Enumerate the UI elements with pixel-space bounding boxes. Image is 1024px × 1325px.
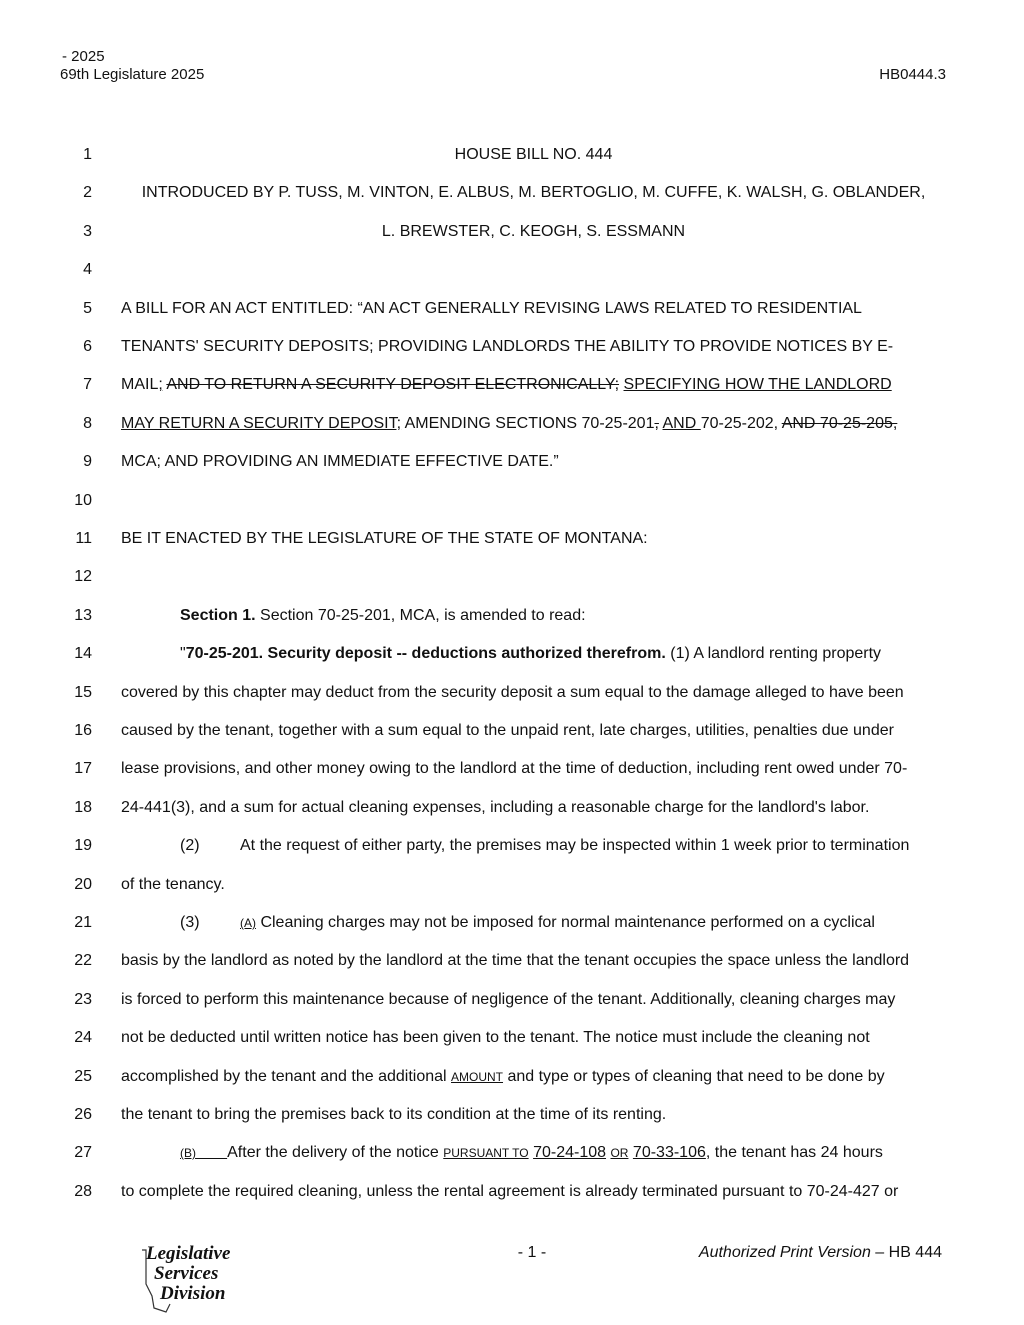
text-run: MCA; AND PROVIDING AN IMMEDIATE EFFECTIVE DATE.” [121, 453, 559, 470]
text-run: MAIL [121, 376, 159, 393]
stricken-text: AND 70-25-205, [781, 415, 898, 432]
text-run: AMENDING SECTIONS 70-25-201 [401, 415, 655, 432]
line-text [121, 988, 946, 1012]
text-run: BE IT ENACTED BY THE LEGISLATURE OF THE STATE OF MONTANA: [121, 530, 648, 547]
bill-line [0, 834, 1024, 858]
header-legislature: 69th Legislature 2025 [60, 66, 205, 83]
line-number: 5 [83, 300, 92, 317]
line-number: 1 [83, 146, 92, 163]
text-run: to complete the required cleaning, unless the rental agreement is already terminated pursuant to 70-24-427 or [121, 1183, 899, 1200]
line-number: 14 [74, 645, 92, 662]
line-number: 9 [83, 453, 92, 470]
stricken-text: , [654, 415, 659, 432]
line-text [121, 220, 946, 244]
line-number: 6 [83, 338, 92, 355]
text-run: HOUSE BILL NO. 444 [454, 146, 613, 163]
bold-heading-text: 70-25-201. Security deposit -- deductions authorized therefrom. [185, 645, 666, 662]
line-number: 10 [74, 492, 92, 509]
line-text [121, 796, 946, 820]
line-number: 21 [74, 914, 92, 931]
bill-line [0, 1065, 1024, 1089]
bill-line [0, 143, 1024, 167]
line-text [121, 1103, 946, 1127]
text-run: the tenant to bring the premises back to its condition at the time of its renting. [121, 1106, 667, 1123]
bill-line [0, 796, 1024, 820]
bill-line [0, 1103, 1024, 1127]
bill-line [0, 412, 1024, 436]
inserted-text: 70-33-106 [632, 1144, 706, 1161]
line-text [121, 1180, 946, 1204]
inserted-text: 70-24-108 [533, 1144, 607, 1161]
text-run: (1) A landlord renting property [665, 645, 882, 662]
line-number: 28 [74, 1183, 92, 1200]
bill-line [0, 1026, 1024, 1050]
line-text [121, 527, 946, 551]
line-number: 24 [74, 1029, 92, 1046]
page-number: - 1 - [517, 1244, 547, 1261]
bill-line [0, 258, 1024, 282]
subsection-number: (2) [180, 837, 200, 854]
text-run: INTRODUCED BY P. TUSS, M. VINTON, E. ALBUS, M. BERTOGLIO, M. CUFFE, K. WALSH, G. OBLANDER, [141, 184, 926, 201]
line-number: 23 [74, 991, 92, 1008]
stricken-text: AND TO RETURN A SECURITY DEPOSIT ELECTRONICALLY; [166, 376, 620, 393]
text-run: A BILL FOR AN ACT ENTITLED: “AN ACT GENERALLY REVISING LAWS RELATED TO RESIDENTIAL [121, 300, 862, 317]
inserted-text: ; [158, 376, 163, 393]
inserted-smallcaps-text: (B) [180, 1146, 196, 1160]
bill-line [0, 911, 1024, 935]
inserted-smallcaps-text: (A) [240, 916, 256, 930]
line-number: 19 [74, 837, 92, 854]
bill-line [0, 527, 1024, 551]
text-run: lease provisions, and other money owing to the landlord at the time of deduction, including rent owed under 70- [121, 760, 908, 777]
bill-line [0, 873, 1024, 897]
inserted-text [196, 1144, 227, 1161]
text-run: After the delivery of the notice [227, 1144, 444, 1161]
inserted-smallcaps-text: OR [610, 1146, 629, 1160]
line-text [180, 834, 946, 858]
logo-line-1: Legislative [146, 1243, 231, 1264]
line-text [121, 412, 946, 436]
header-bill-code: HB0444.3 [879, 66, 946, 83]
bill-line [0, 681, 1024, 705]
bill-line [0, 335, 1024, 359]
authorized-label: Authorized Print Version [698, 1244, 871, 1261]
line-text [121, 335, 946, 359]
line-number: 4 [83, 261, 92, 278]
text-run: , the tenant has 24 hours [705, 1144, 883, 1161]
authorized-print-version [699, 1244, 942, 1262]
line-number: 20 [74, 876, 92, 893]
line-text [121, 1026, 946, 1050]
bill-line [0, 642, 1024, 666]
line-number: 3 [83, 223, 92, 240]
line-text [180, 642, 946, 666]
text-run: L. BREWSTER, C. KEOGH, S. ESSMANN [381, 223, 686, 240]
text-run: Cleaning charges may not be imposed for normal maintenance performed on a cyclical [256, 914, 875, 931]
text-run: Section 70-25-201, MCA, is amended to read: [255, 607, 586, 624]
line-text [121, 373, 946, 397]
bill-line [0, 181, 1024, 205]
line-text [180, 1141, 946, 1165]
line-number: 25 [74, 1068, 92, 1085]
line-number: 11 [75, 530, 92, 547]
logo-line-2: Services [154, 1263, 219, 1284]
line-number: 17 [74, 760, 92, 777]
line-number: 12 [74, 568, 92, 585]
line-text [121, 757, 946, 781]
line-number: 13 [74, 607, 92, 624]
bill-line [0, 757, 1024, 781]
line-text [121, 143, 946, 167]
bill-line [0, 450, 1024, 474]
bill-line [0, 949, 1024, 973]
line-number: 18 [74, 799, 92, 816]
bill-line [0, 719, 1024, 743]
text-run: At the request of either party, the premises may be inspected within 1 week prior to termination [240, 837, 910, 854]
line-text [121, 1065, 946, 1089]
inserted-smallcaps-text: PURSUANT TO [443, 1146, 529, 1160]
line-number: 22 [74, 952, 92, 969]
bold-heading-text: Section 1. [180, 607, 256, 624]
bill-line [0, 297, 1024, 321]
text-run: caused by the tenant, together with a sum equal to the unpaid rent, late charges, utilities, penalties due under [121, 722, 894, 739]
subsection-number: (3) [180, 914, 200, 931]
bill-line [0, 1180, 1024, 1204]
text-run: covered by this chapter may deduct from the security deposit a sum equal to the damage alleged to have been [121, 684, 904, 701]
inserted-text: SPECIFYING HOW THE LANDLORD [623, 376, 892, 393]
text-run: 24-441(3), and a sum for actual cleaning expenses, including a reasonable charge for the landlord's labor. [121, 799, 870, 816]
text-run: of the tenancy. [121, 876, 225, 893]
bill-line [0, 1141, 1024, 1165]
line-text [121, 873, 946, 897]
line-text [121, 297, 946, 321]
inserted-text: AND [662, 415, 701, 432]
line-text [121, 681, 946, 705]
line-text [121, 181, 946, 205]
line-number: 7 [83, 376, 92, 393]
text-run: and type or types of cleaning that need to be done by [503, 1068, 885, 1085]
text-run: not be deducted until written notice has been given to the tenant. The notice must include the cleaning not [121, 1029, 870, 1046]
bill-line [0, 565, 1024, 589]
line-number: 16 [74, 722, 92, 739]
line-number: 27 [74, 1144, 92, 1161]
line-text [121, 719, 946, 743]
text-run: is forced to perform this maintenance because of negligence of the tenant. Additionally, cleaning charges may [121, 991, 896, 1008]
inserted-text: MAY RETURN A SECURITY DEPOSIT; [121, 415, 402, 432]
bill-line [0, 988, 1024, 1012]
authorized-bill: – HB 444 [870, 1244, 942, 1261]
text-run: basis by the landlord as noted by the landlord at the time that the tenant occupies the space unless the landlord [121, 952, 910, 969]
bill-line [0, 489, 1024, 513]
line-number: 2 [83, 184, 92, 201]
text-run: TENANTS' SECURITY DEPOSITS; PROVIDING LANDLORDS THE ABILITY TO PROVIDE NOTICES BY E- [121, 338, 894, 355]
text-run: 70-25-202, [700, 415, 782, 432]
logo-line-3: Division [160, 1283, 226, 1304]
header-year: - 2025 [62, 48, 105, 65]
line-number: 26 [74, 1106, 92, 1123]
bill-line [0, 604, 1024, 628]
line-text [180, 911, 946, 935]
inserted-smallcaps-text: AMOUNT [451, 1070, 504, 1084]
line-text [121, 450, 946, 474]
bill-line [0, 220, 1024, 244]
line-text [180, 604, 946, 628]
text-run: " [180, 645, 186, 662]
line-text [121, 949, 946, 973]
text-run: accomplished by the tenant and the additional [121, 1068, 452, 1085]
bill-line [0, 373, 1024, 397]
line-number: 15 [74, 684, 92, 701]
line-number: 8 [83, 415, 92, 432]
